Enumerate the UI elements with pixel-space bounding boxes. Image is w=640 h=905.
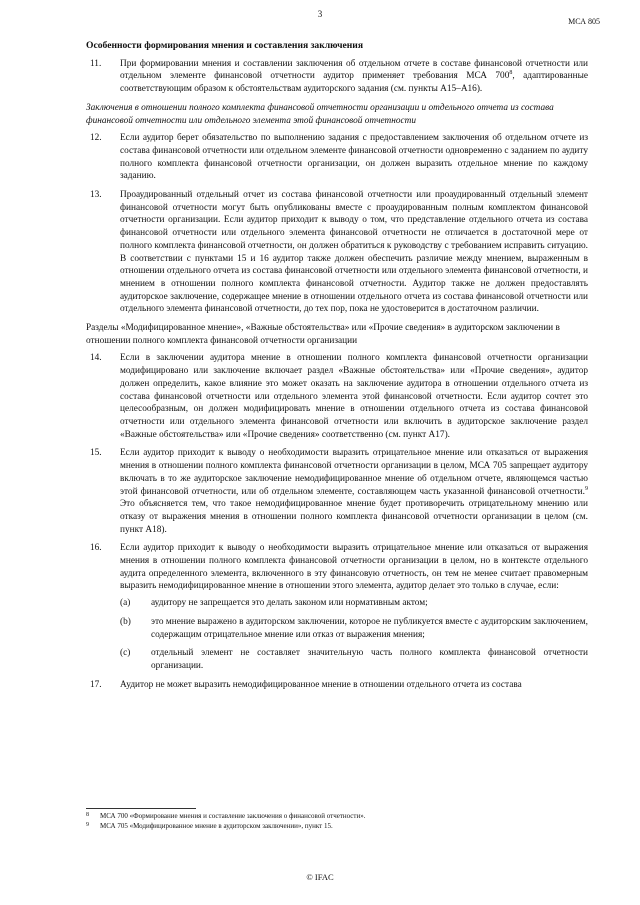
paragraph-number: 12. <box>90 133 102 144</box>
list-letter: (c) <box>120 648 131 659</box>
section-heading: Особенности формирования мнения и составления заключения <box>86 40 364 51</box>
paragraph-text-cont: Это объясняется тем, что такое немодифицированное мнение будет противоречить отрицательному мнению или отказу от выражения мнения в отношении полного комплекта финансовой отчетности организации в целом (см. пункт А18). <box>120 499 588 535</box>
list-letter: (b) <box>120 616 131 627</box>
paragraph-text: Если аудитор приходит к выводу о необходимости выразить отрицательное мнение или отказаться от выражения мнения в отношении полного комплекта финансовой отчетности организации в целом, МСА 705 запрещает аудитору включать в то же аудиторское заключение немодифицированное мнение об отдельном отчете, являющемся частью этой финансовой отчетности, или об отдельном элементе, составляющем часть указанной финансовой отчетности. <box>120 448 588 497</box>
footnotes <box>86 808 588 831</box>
list-item-c <box>120 647 588 672</box>
footnote-number: 9 <box>86 821 89 828</box>
paragraph-number: 15. <box>90 448 102 459</box>
paragraph-text: Если аудитор берет обязательство по выполнению задания с предоставлением заключения об отдельном отчете из состава финансовой отчетности или отдельном элементе финансовой отчетности одновременно с заданием по аудиту полного комплекта финансовой отчетности организации, он должен выразить отдельное мнение по каждому заданию. <box>120 133 588 182</box>
paragraph-12 <box>86 132 588 183</box>
footnote-divider <box>86 808 196 809</box>
paragraph-text: При формировании мнения и составлении заключения об отдельном отчете в составе финансовой отчетности или отдельном элементе финансовой отчетности аудитор применяет требования МСА 700 <box>120 58 588 82</box>
paragraph-number: 13. <box>90 190 102 201</box>
list-item-text: аудитору не запрещается это делать законом или нормативным актом; <box>151 598 428 609</box>
copyright-footer: © IFAC <box>306 872 334 882</box>
paragraph-15 <box>86 447 588 536</box>
paragraph-14 <box>86 352 588 441</box>
list-item-a <box>120 597 588 610</box>
paragraph-text: Аудитор не может выразить немодифицированное мнение в отношении отдельного отчета из состава <box>120 679 522 690</box>
footnote-text: МСА 705 «Модифицированное мнение в аудиторском заключении», пункт 15. <box>100 821 333 830</box>
paragraph-13 <box>86 189 588 316</box>
paragraph-text: Если аудитор приходит к выводу о необходимости выразить отрицательное мнение или отказаться от выражения мнения в отношении полного комплекта финансовой отчетности организации в целом, но в контексте отдельного аудита определенного элемента, включенного в эту финансовую отчетность, он тем не менее считает правомерным выразить немодифицированное мнение в отношении этого элемента, аудитор делает это только в случае, если: <box>120 543 588 592</box>
subheading: Разделы «Модифицированное мнение», «Важные обстоятельства» или «Прочие сведения» в аудиторском заключении в отношении полного комплекта финансовой отчетности организации <box>86 323 560 346</box>
paragraph-number: 11. <box>90 58 102 69</box>
italic-subheading: Заключения в отношении полного комплекта финансовой отчетности организации и отдельного отчета из состава финансовой отчетности или отдельного элемента этой финансовой отчетности <box>86 102 554 126</box>
list-item-b <box>120 616 588 641</box>
page-number: 3 <box>317 9 323 19</box>
document-code: МСА 805 <box>568 17 600 26</box>
paragraph-11 <box>86 58 588 96</box>
footnote-ref: 9 <box>585 485 588 492</box>
paragraph-text: Если в заключении аудитора мнение в отношении полного комплекта финансовой отчетности организации модифицировано или заключение включает раздел «Важные обстоятельства» или «Прочие сведения», аудитор должен определить, какое влияние это может оказать на заключение аудитора в отношении отдельного отчета из состава финансовой отчетности или отдельного элемента этой финансовой отчетности. Если аудитор сочтет это целесообразным, он должен модифицировать мнение в отношении отдельного отчета из состава финансовой отчетности или отдельного элемента финансовой отчетности или включить в аудиторское заключение раздел «Важные обстоятельства» или «Прочие сведения» соответственно (см. пункт А17). <box>120 353 588 440</box>
paragraph-number: 16. <box>90 543 102 554</box>
paragraph-16 <box>86 542 588 672</box>
footnote-number: 8 <box>86 812 89 818</box>
paragraph-17 <box>86 679 588 692</box>
paragraph-number: 14. <box>90 353 102 364</box>
list-item-text: это мнение выражено в аудиторском заключении, которое не публикуется вместе с аудиторским заключением, содержащим отрицательное мнение или отказ от выражения мнения; <box>151 616 588 640</box>
footnote-text: МСА 700 «Формирование мнения и составление заключения о финансовой отчетности». <box>100 812 366 820</box>
footnote-ref: 8 <box>509 70 513 77</box>
paragraph-text-cont: , адаптированные соответствующим образом к обстоятельствам аудиторского задания (см. пункты А15–А16). <box>120 71 589 95</box>
list-item-text: отдельный элемент не составляет значительную часть полного комплекта финансовой отчетности организации. <box>151 648 588 671</box>
footnote-9 <box>86 822 588 832</box>
paragraph-number: 17. <box>90 679 102 690</box>
list-letter: (a) <box>120 598 131 609</box>
paragraph-text: Проаудированный отдельный отчет из состава финансовой отчетности или проаудированный отдельный элемент финансовой отчетности могут быть опубликованы вместе с проаудированным полным комплектом финансовой отчетности организации. Если аудитор приходит к выводу о том, что представление отдельного отчета из состава финансовой отчетности или отдельного элемента финансовой отчетности не отличается в достаточной мере от полного комплекта финансовой отчетности, он должен обратиться к руководству с требованием исправить ситуацию. В соответствии с пунктами 15 и 16 аудитор также должен обеспечить различие между мнением, выраженным в отношении отдельного отчета из состава финансовой отчетности или отдельного элемента финансовой отчетности, и мнением в отношении полного комплекта финансовой отчетности. Аудитор также не должен предоставлять аудиторское заключение, содержащее мнение в отношении отдельного отчета из состава финансовой отчетности или отдельного элемента финансовой отчетности, до тех пор, пока не удостоверится в достаточном различии. <box>120 190 588 315</box>
document-body <box>86 40 588 697</box>
footnote-8 <box>86 812 588 822</box>
